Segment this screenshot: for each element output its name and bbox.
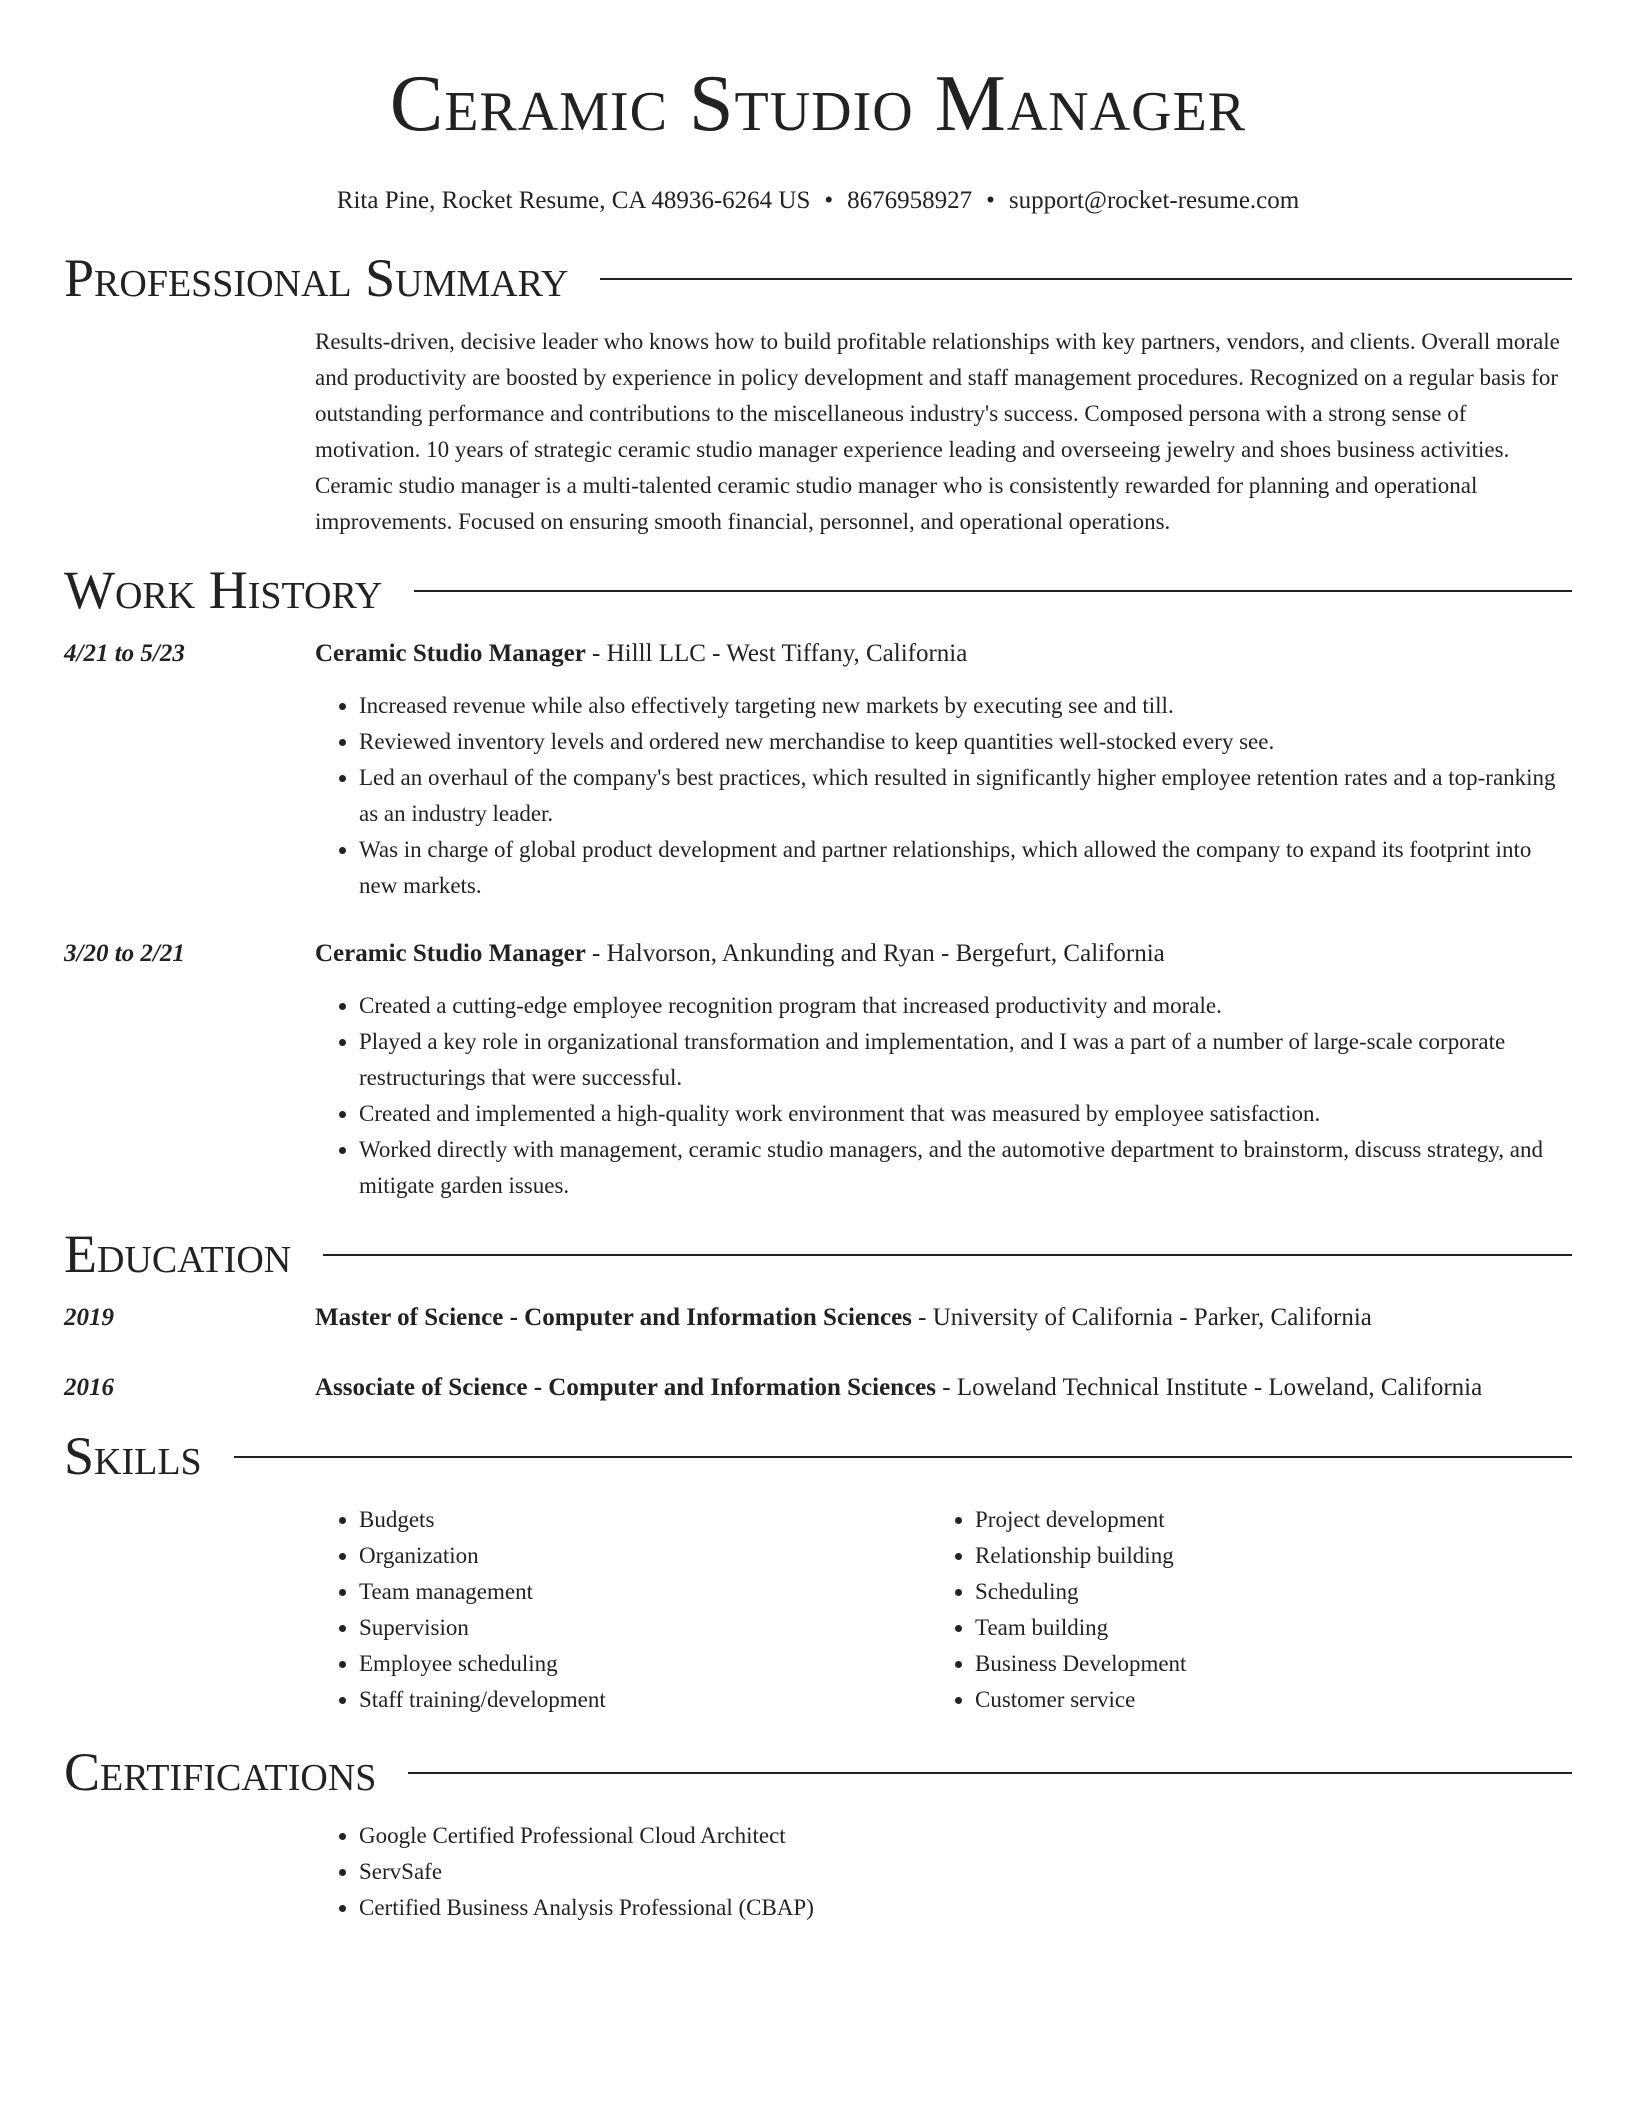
education-school: - Loweland Technical Institute - Loweland, California [936, 1374, 1483, 1401]
education-degree: Associate of Science - Computer and Information Sciences [315, 1374, 936, 1401]
list-item: • Organization [359, 1538, 931, 1574]
section-header [64, 1426, 1572, 1486]
section-header [64, 248, 1572, 308]
education-degree: Master of Science - Computer and Information Sciences [315, 1304, 912, 1331]
education-heading [315, 1370, 1482, 1406]
education-entry [64, 1300, 1572, 1336]
section-divider [600, 278, 1572, 280]
section-title-summary: Professional Summary [64, 248, 569, 308]
summary-section [64, 248, 1572, 540]
contact-separator: • [986, 187, 995, 214]
section-divider [323, 1254, 1572, 1256]
job-heading [315, 936, 1165, 972]
education-year: 2019 [64, 1304, 114, 1331]
contact-email: support@rocket-resume.com [1008, 187, 1300, 214]
list-item: • Increased revenue while also effectively targeting new markets by executing see and till. [359, 688, 1572, 724]
list-item: • Certified Business Analysis Professional (CBAP) [359, 1890, 1572, 1926]
section-header [64, 1742, 1572, 1802]
skills-section [64, 1426, 1572, 1718]
list-item: • Supervision [359, 1610, 931, 1646]
list-item: • Staff training/development [359, 1682, 931, 1718]
education-section [64, 1224, 1572, 1406]
list-item: • Customer service [975, 1682, 1547, 1718]
section-title-education: Education [64, 1224, 292, 1284]
list-item: • ServSafe [359, 1854, 1572, 1890]
education-heading [315, 1300, 1372, 1336]
job-dates: 3/20 to 2/21 [64, 940, 185, 967]
list-item: • Played a key role in organizational transformation and implementation, and I was a part of a number of large-scale corporate restructurings that were successful. [359, 1024, 1572, 1096]
list-item: • Business Development [975, 1646, 1547, 1682]
list-item: • Scheduling [975, 1574, 1547, 1610]
contact-address: Rita Pine, Rocket Resume, CA 48936-6264 US [336, 187, 811, 214]
certifications-section [64, 1742, 1572, 1926]
education-school: - University of California - Parker, California [911, 1304, 1372, 1331]
section-title-skills: Skills [64, 1426, 202, 1486]
job-details: - Halvorson, Ankunding and Ryan - Bergefurt, California [585, 940, 1165, 967]
job-bullets [315, 988, 1572, 1204]
resume-page [64, 0, 1572, 1926]
job-dates: 4/21 to 5/23 [64, 640, 185, 667]
education-year: 2016 [64, 1374, 114, 1401]
list-item: • Project development [975, 1502, 1547, 1538]
section-divider [234, 1456, 1572, 1458]
job-title: Ceramic Studio Manager [315, 940, 586, 967]
skills-grid [315, 1502, 1572, 1718]
list-item: • Budgets [359, 1502, 931, 1538]
section-title-work-history: Work History [64, 560, 383, 620]
summary-text: Results-driven, decisive leader who knows how to build profitable relationships with key partners, vendors, and clients. Overall morale and productivity are boosted by experience in policy development and staff management procedures. Recognized on a regular basis for outstanding performance and contributions to the miscellaneous industry's success. Composed persona with a strong sense of motivation. 10 years of strategic ceramic studio manager experience leading and overseeing jewelry and shoes business activities. Ceramic studio manager is a multi-talented ceramic studio manager who is consistently rewarded for planning and operational improvements. Focused on ensuring smooth financial, personnel, and operational operations. [315, 329, 1560, 534]
contact-line [64, 186, 1572, 216]
list-item: • Employee scheduling [359, 1646, 931, 1682]
list-item: • Created a cutting-edge employee recognition program that increased productivity and morale. [359, 988, 1572, 1024]
list-item: • Created and implemented a high-quality work environment that was measured by employee satisfaction. [359, 1096, 1572, 1132]
section-header [64, 1224, 1572, 1284]
list-item: • Led an overhaul of the company's best practices, which resulted in significantly higher employee retention rates and a top-ranking as an industry leader. [359, 760, 1572, 832]
skills-list-left [315, 1502, 931, 1718]
job-entry [64, 636, 1572, 904]
list-item: • Team building [975, 1610, 1547, 1646]
skills-list-right [931, 1502, 1547, 1718]
job-title: Ceramic Studio Manager [315, 640, 586, 667]
job-entry [64, 936, 1572, 1204]
list-item: • Was in charge of global product development and partner relationships, which allowed the company to expand its footprint into new markets. [359, 832, 1572, 904]
work-history-section [64, 560, 1572, 1204]
job-bullets [315, 688, 1572, 904]
section-divider [414, 590, 1572, 592]
education-entry [64, 1370, 1572, 1406]
section-header [64, 560, 1572, 620]
section-divider [408, 1772, 1572, 1774]
contact-phone: 8676958927 [847, 187, 973, 214]
list-item: • Worked directly with management, ceramic studio managers, and the automotive department to brainstorm, discuss strategy, and mitigate garden issues. [359, 1132, 1572, 1204]
certifications-list [315, 1818, 1572, 1926]
list-item: • Reviewed inventory levels and ordered new merchandise to keep quantities well-stocked every see. [359, 724, 1572, 760]
section-title-certifications: Certifications [64, 1742, 377, 1802]
job-details: - Hilll LLC - West Tiffany, California [585, 640, 968, 667]
list-item: • Google Certified Professional Cloud Architect [359, 1818, 1572, 1854]
list-item: • Team management [359, 1574, 931, 1610]
list-item: • Relationship building [975, 1538, 1547, 1574]
resume-name: Ceramic Studio Manager [389, 60, 1247, 148]
contact-separator: • [824, 187, 834, 214]
job-heading [315, 636, 967, 672]
